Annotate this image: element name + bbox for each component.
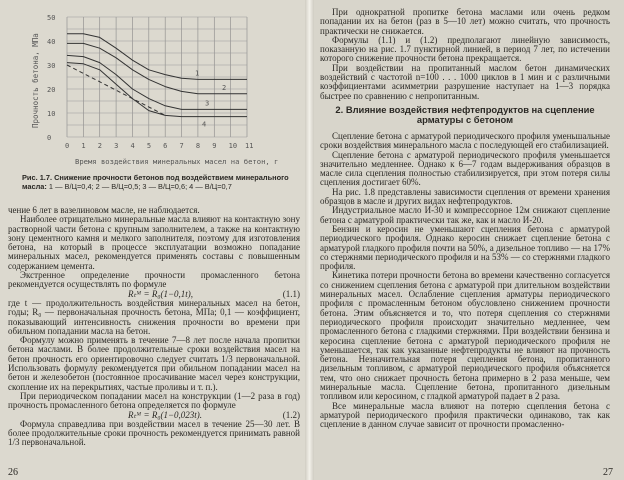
x-tick-label: 9: [212, 142, 217, 150]
paragraph: Бензин и керосин не уменьшают сцепления бетона с арматурой периодического профиля. Однако керосин снижает сцепление бетона с арматурой гладкого профиля почти на 50%, а дизельное топливо — на 17% со стержнями периодического профиля и на 53% — со стержнями гладкого профиля.: [320, 223, 610, 272]
right-body: [320, 8, 610, 429]
paragraph: Формулу можно применять в течение 7—8 лет после начала пропитки бетона маслами. В более продолжительные сроки воздействия масел на бетон прочность его ориентировочно следует считать 1/3 первоначальной. Использовать формулу рекомендуется при обильном попадании масел на бетон и железобетон (постоянное просачивание масел через конструкции, скопление их на перекрытиях, частые проливы и т. п.).: [8, 335, 300, 392]
x-tick-label: 5: [146, 142, 152, 150]
x-axis-label: Время воздействия минеральных масел на бетон, г: [75, 157, 279, 166]
paragraph: где t — продолжительность воздействия минеральных масел на бетон, годы; R₀ — первоначальная прочность бетона, МПа; 0,1 — коэффициент, показывающий интенсивность снижения прочности во времени при обильном попадании масла на бетон.: [8, 297, 300, 336]
y-tick-label: 30: [47, 62, 56, 70]
paragraph: Кинетика потери прочности бетона во времени качественно согласуется со снижением сцепления бетона с арматурой при длительном воздействии минеральных масел. Ослабление сцепления арматуры периодического профиля с промасленным бетоном обусловлено снижением прочности бетона. Этим объясняется и то, что потеря сцепления со стержнями периодического профиля происходит значительно медленнее, чем промасленного бетона с гладкими стержнями. При воздействии бензина и керосина сцепление бетона с арматурой периодического профиля не уменьшается, так как указанные нефтепродукты не влияют на прочность бетона. Незначительная потеря сцепления бетона, пропитанного дизельным топливом, с арматурой периодического профиля объясняется тем, что оно снижает прочность бетона примерно в 2 раза меньше, чем минеральные масла. Сцепление бетона, пропитанного дизельным топливом или керосином, с гладкой арматурой падает в 2 раза.: [320, 270, 610, 402]
paragraph: Все минеральные масла влияют на потерю сцепления бетона с арматурой периодического профиля практически одинаково, так как сцепление в данном случае зависит от прочности промасленно-: [320, 400, 610, 430]
curve-label: 3: [205, 99, 210, 108]
left-body: [8, 206, 300, 448]
paragraph: чение 6 лет в вазелиновом масле, не наблюдается.: [8, 205, 200, 215]
x-tick-label: 10: [228, 142, 238, 150]
x-tick-label: 4: [130, 142, 135, 150]
x-tick-label: 11: [245, 142, 254, 150]
paragraph: Сцепление бетона с арматурой периодического профиля уменьшается значительно медленнее. Однако к 6—7 годам выдерживания образцов в масле сила сцепления полностью стабилизируется, при этом потеря силы сцепления достигает 60%.: [320, 149, 610, 188]
paragraph: Наиболее отрицательно минеральные масла влияют на контактную зону растворной части бетона с крупным заполнителем, а также на контактную зону цементного камня и мелкого заполнителя, поэтому для изготовления бетона, на который в процессе эксплуатации возможно попадание минеральных масел, рекомендуется применять составы с повышенным содержанием цемента.: [8, 214, 300, 271]
paragraph: Индустриальное масло И-30 и компрессорное 12м снижают сцепление бетона с арматурой практически так же, как и масло И-20.: [320, 205, 610, 225]
x-tick-label: 3: [114, 142, 119, 150]
y-tick-label: 0: [47, 134, 52, 142]
x-tick-label: 6: [163, 142, 168, 150]
page-number: 27: [603, 467, 613, 478]
formula-number: (1.1): [282, 288, 300, 299]
paragraph: При периодическом попадании масел на конструкции (1—2 раза в год) прочность промасленного бетона определяется по формуле: [8, 390, 300, 411]
formula: Rₜᴹ = R₀(1−0,023t).: [128, 409, 203, 420]
caption-title: Рис. 1.7. Снижение прочности бетонов под воздействием минерального масла:: [22, 173, 289, 191]
y-tick-label: 20: [47, 86, 56, 94]
y-tick-label: 10: [47, 110, 56, 118]
curve-4: [67, 63, 247, 117]
x-tick-label: 7: [179, 142, 184, 150]
x-tick-label: 1: [81, 142, 86, 150]
right-page: [312, 0, 624, 480]
paragraph: При воздействии на пропитанный маслом бетон динамических воздействий с частотой n=100 . . . 1000 циклов в 1 мин и с различными коэффициентами асимметрии разрушение наступает на 1—3 порядка быстрее по сравнению с непропитанным.: [320, 62, 610, 101]
x-tick-label: 2: [97, 142, 102, 150]
paragraph: На рис. 1.8 представлены зависимости сцепления от времени хранения образцов в масле и других видах нефтепродуктов.: [320, 186, 610, 207]
page-number: 26: [8, 467, 18, 478]
caption-legend: 1 — В/Ц=0,4; 2 — В/Ц=0,5; 3 — В/Ц=0,6; 4 — В/Ц=0,7: [48, 182, 232, 191]
curve-3: [67, 55, 247, 109]
book-gutter: [305, 0, 314, 480]
paragraph: Сцепление бетона с арматурой периодического профиля уменьшальные сроки воздействия минерального масла с последующей его стабилизацией.: [320, 130, 610, 151]
section-heading: 2. Влияние воздействия нефтепродуктов на сцепление арматуры с бетоном: [335, 103, 595, 126]
paragraph: Формулы (1.1) и (1.2) предполагают линейную зависимость, показанную на рис. 1.7 пунктирной линией, в период 7 лет, по истечении которого снижение прочности бетона прекращается.: [320, 34, 610, 64]
x-tick-label: 8: [195, 142, 201, 150]
y-tick-label: 40: [47, 38, 56, 46]
paragraph: Формула справедлива при воздействии масел в течение 25—30 лет. В более продолжительные сроки прочность рекомендуется принимать равной 1/3 первоначальной.: [8, 418, 300, 448]
x-tick-label: 0: [65, 142, 70, 150]
y-axis-label: Прочность бетона, МПа: [31, 33, 40, 128]
formula-number: (1.2): [282, 409, 300, 420]
curve-label: 1: [195, 69, 200, 78]
paragraph: При однократной пропитке бетона маслами или очень редком попадании их на бетон (раз в 5—10 лет) можно считать, что прочность практически не снижается.: [320, 7, 610, 36]
curve-1: [67, 34, 247, 80]
curve-label: 4: [202, 120, 207, 129]
formula: Rₜᴹ = R₀(1−0,1t),: [128, 288, 194, 299]
curve-2: [67, 43, 247, 93]
curve-label: 2: [222, 83, 227, 92]
strength-chart: [0, 0, 312, 170]
paragraph: Экстренное определение прочности промасленного бетона рекомендуется осуществлять по формуле: [8, 270, 300, 290]
y-tick-label: 50: [47, 14, 56, 22]
figure-caption: [22, 173, 290, 191]
